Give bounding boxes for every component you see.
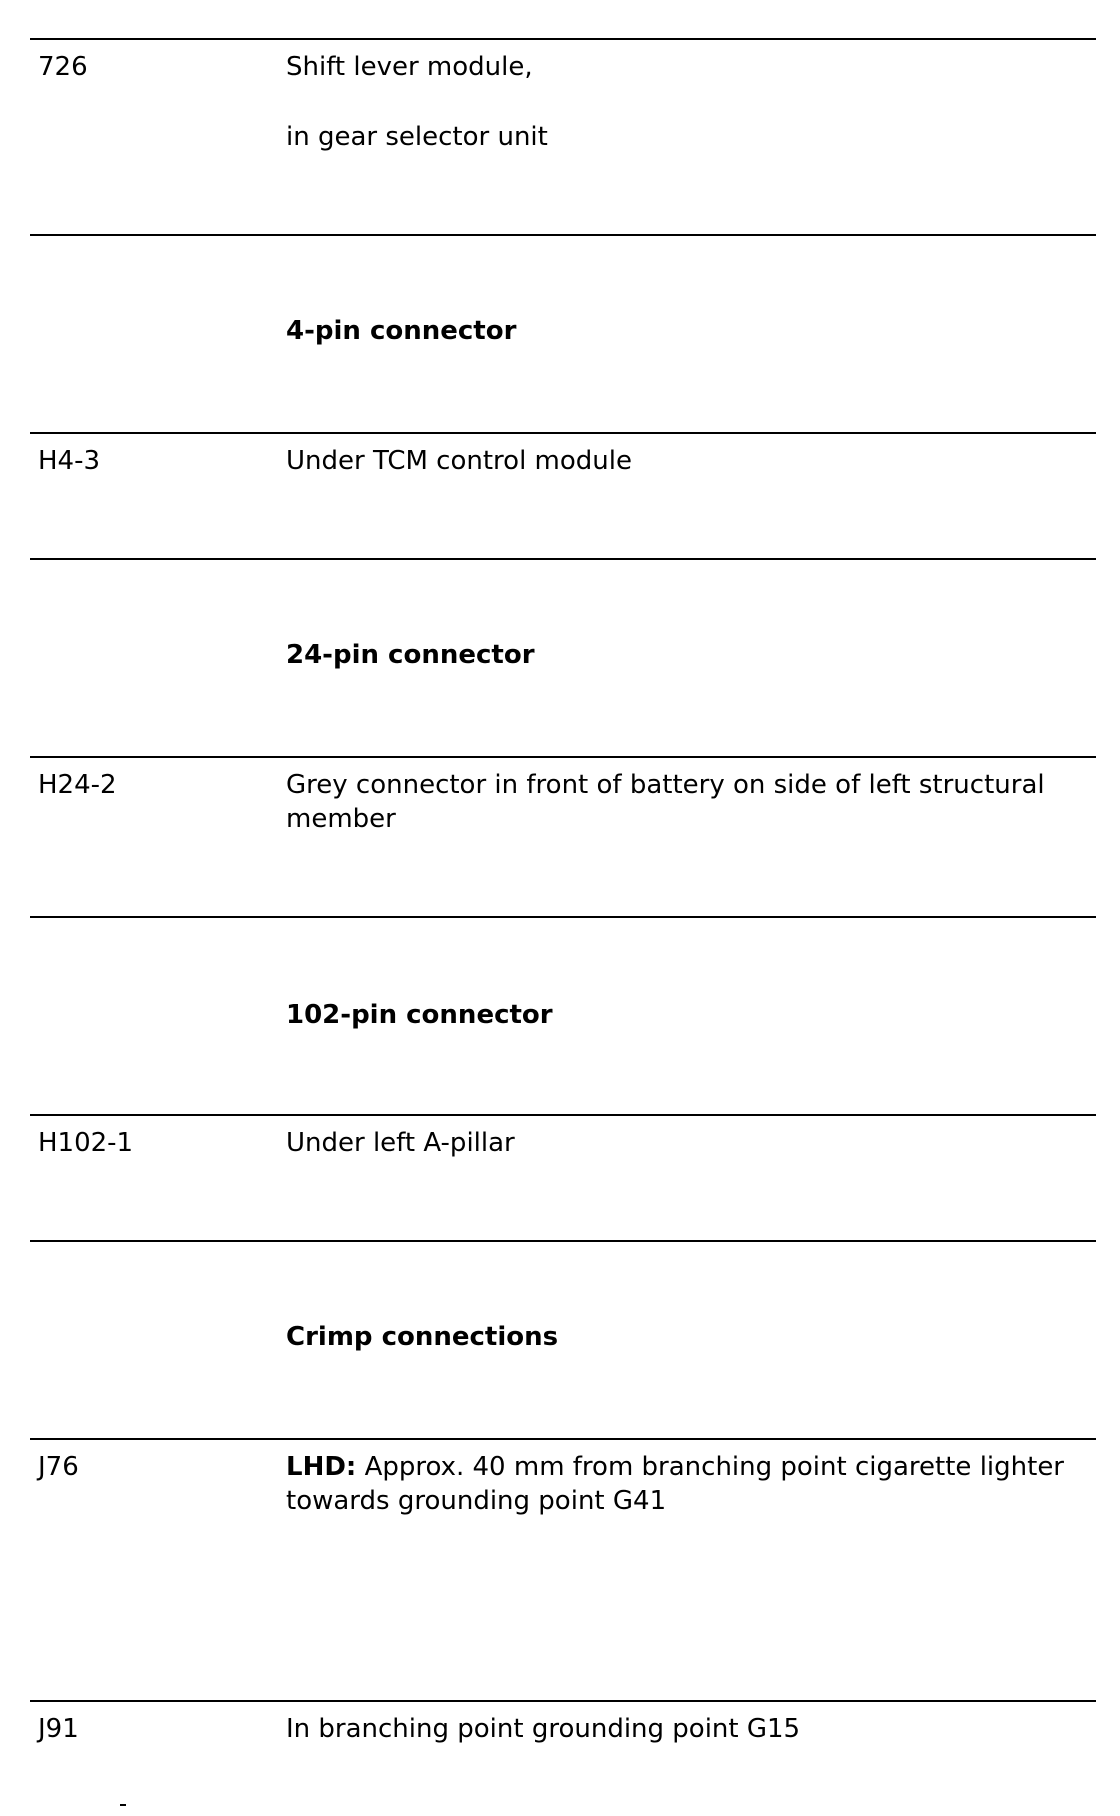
- table-row: [30, 432, 1096, 558]
- section-heading: Crimp connections: [286, 1322, 559, 1352]
- location-line: in gear selector unit: [286, 122, 548, 152]
- section-heading: 102-pin connector: [286, 1000, 553, 1030]
- table-row: [30, 1700, 1096, 1800]
- section-row: [30, 1240, 1096, 1438]
- component-code: 726: [38, 52, 88, 82]
- component-location: [286, 50, 1086, 154]
- page-mark: [120, 1804, 126, 1806]
- component-code: J91: [38, 1714, 79, 1744]
- location-text: Approx. 40 mm from branching point cigarette lighter towards grounding point G41: [286, 1452, 1065, 1516]
- table-row: [30, 1438, 1096, 1700]
- table-row: [30, 1114, 1096, 1240]
- table-row: [30, 38, 1096, 234]
- component-location: Grey connector in front of battery on side of left structural member: [286, 770, 1045, 834]
- section-heading: 4-pin connector: [286, 316, 517, 346]
- location-line: Shift lever module,: [286, 52, 533, 82]
- component-code: H24-2: [38, 770, 117, 800]
- component-code: H4-3: [38, 446, 101, 476]
- component-location: [286, 1450, 1086, 1518]
- component-code: J76: [38, 1452, 79, 1482]
- component-location: Under TCM control module: [286, 446, 632, 476]
- section-row: [30, 916, 1096, 1114]
- component-code: H102-1: [38, 1128, 134, 1158]
- section-row: [30, 234, 1096, 432]
- lhd-label: LHD:: [286, 1452, 357, 1482]
- component-location: Under left A-pillar: [286, 1128, 515, 1158]
- table-row: [30, 756, 1096, 916]
- section-row: [30, 558, 1096, 756]
- component-location: In branching point grounding point G15: [286, 1714, 801, 1744]
- section-heading: 24-pin connector: [286, 640, 535, 670]
